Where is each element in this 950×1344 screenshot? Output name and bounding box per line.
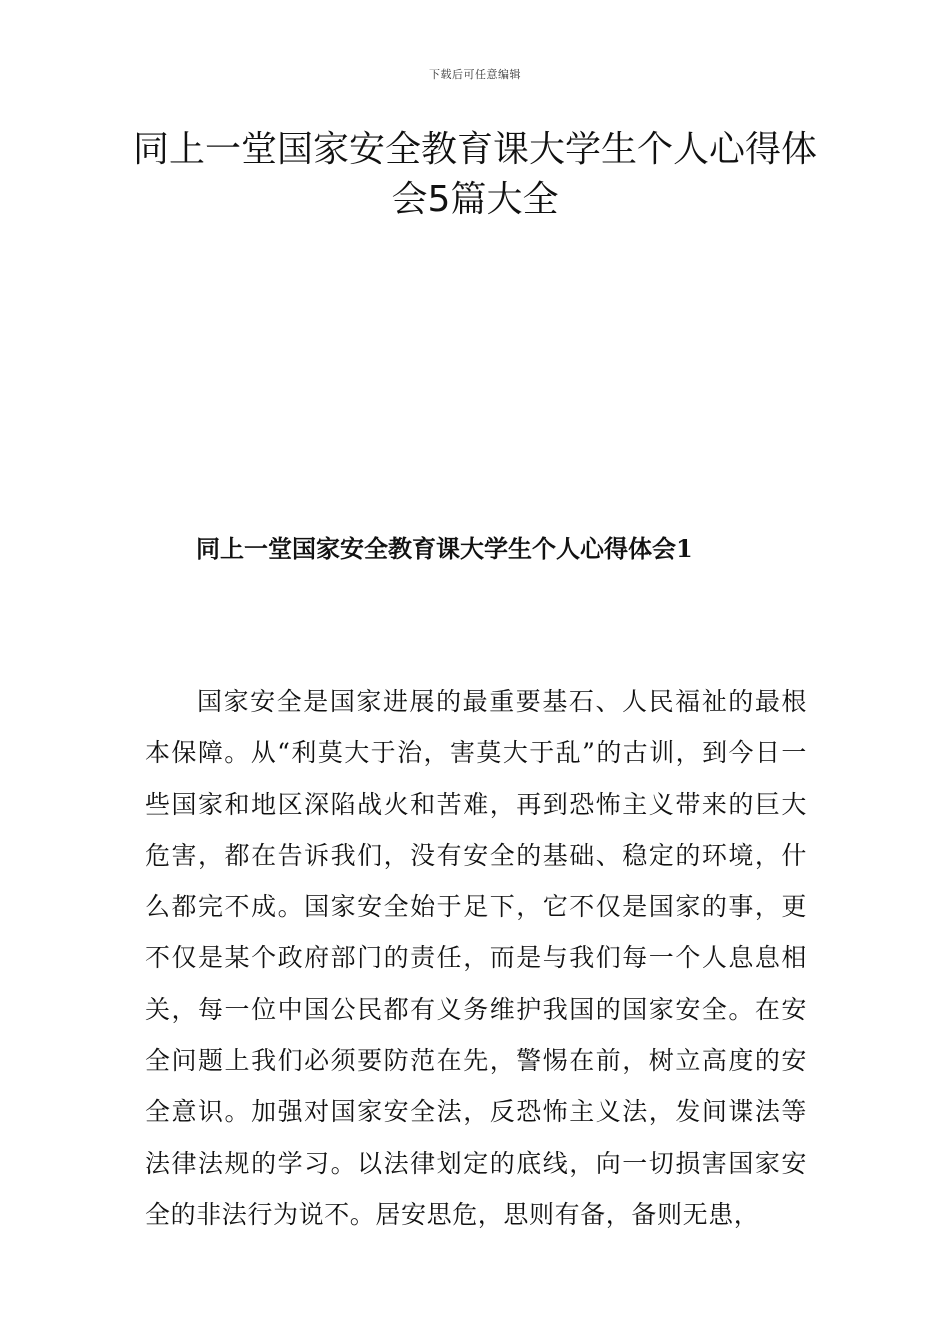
body-paragraph: 国家安全是国家进展的最重要基石、人民福祉的最根本保障。从“利莫大于治，害莫大于乱”的古训，到今日一些国家和地区深陷战火和苦难，再到恐怖主义带来的巨大危害，都在告诉我们，没有安全的基础、稳定的环境，什么都完不成。国家安全始于足下，它不仅是国家的事，更不仅是某个政府部门的责任，而是与我们每一个人息息相关，每一位中国公民都有义务维护我国的国家安全。在安全问题上我们必须要防范在先，警惕在前，树立高度的安全意识。加强对国家安全法，反恐怖主义法，发间谍法等法律法规的学习。以法律划定的底线，向一切损害国家安全的非法行为说不。居安思危，思则有备，备则无患， <box>145 687 807 1229</box>
document-title: 同上一堂国家安全教育课大学生个人心得体会5篇大全 <box>132 129 817 220</box>
header-note: 下载后可任意编辑 <box>429 68 521 81</box>
section-heading: 同上一堂国家安全教育课大学生个人心得体会1 <box>196 534 693 563</box>
